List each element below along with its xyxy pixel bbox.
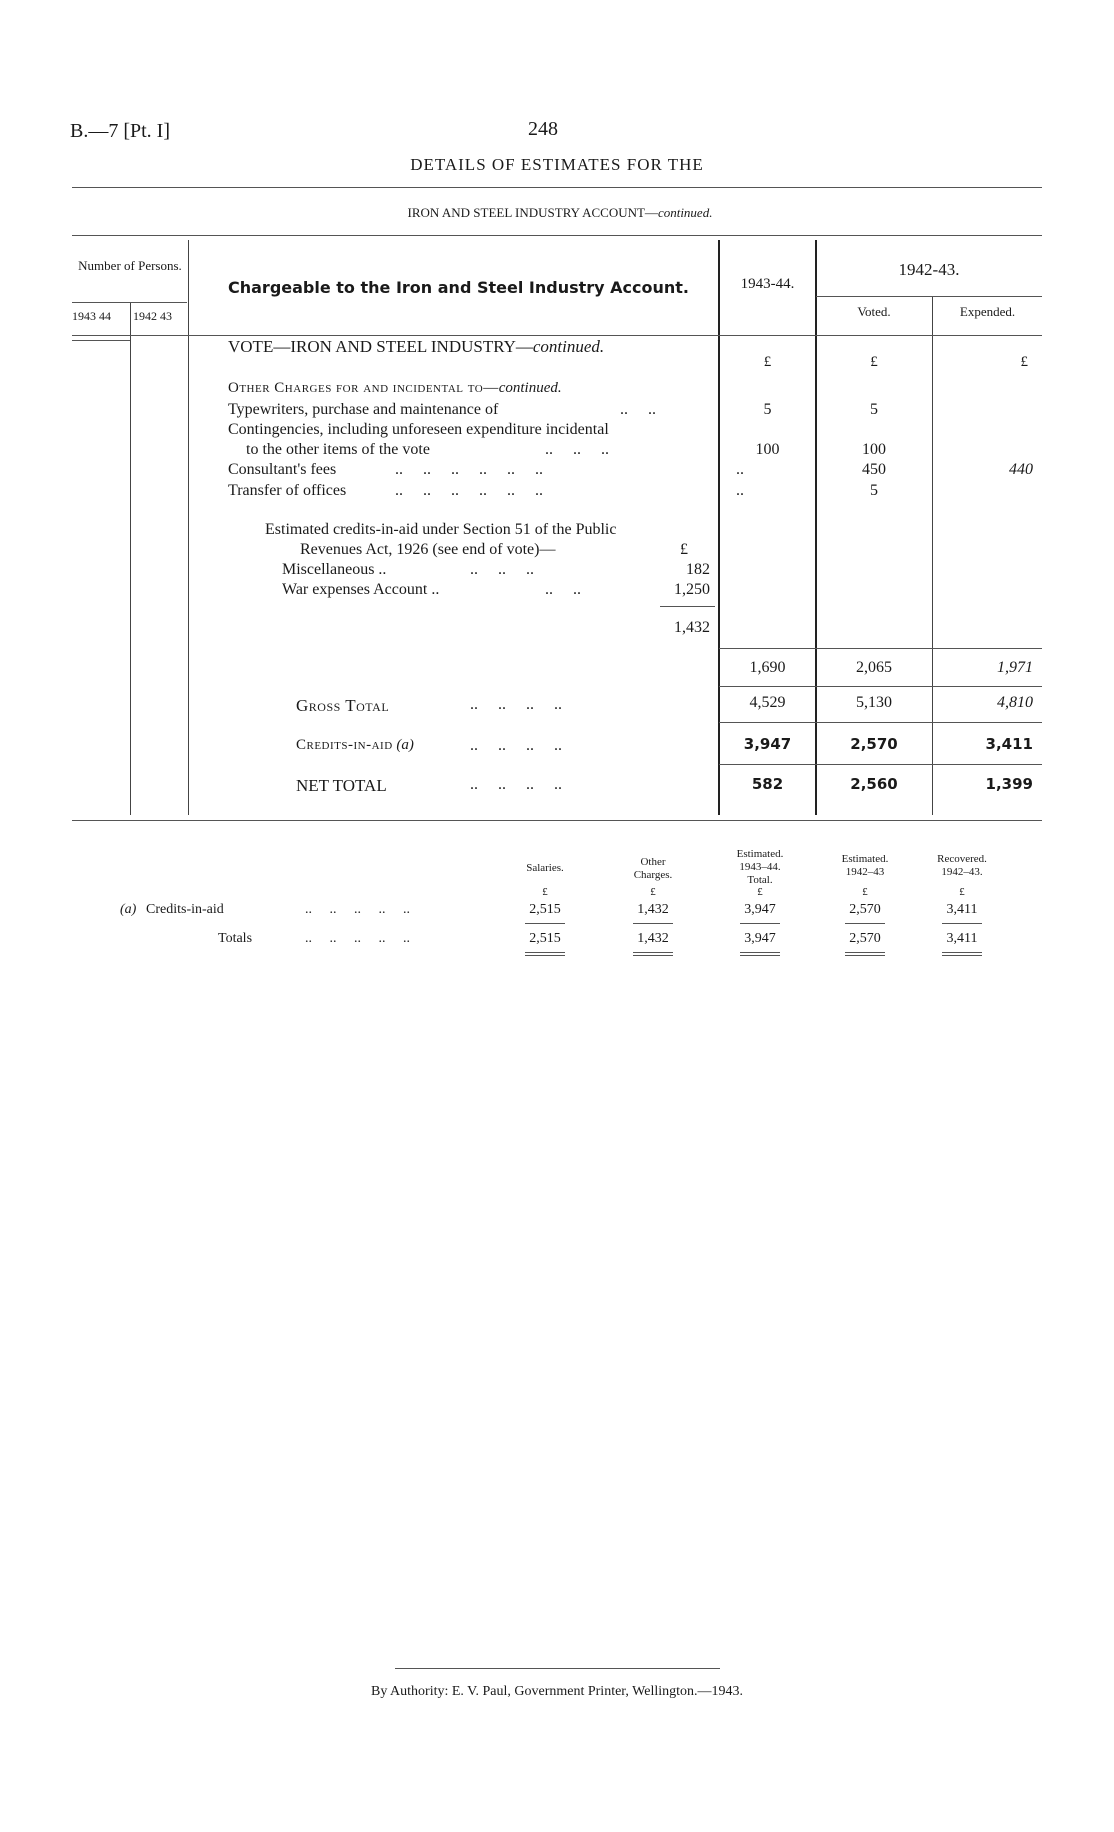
voted-left-border (815, 240, 817, 815)
column-expended-header: Expended. (959, 304, 1016, 319)
footnote-row-leader: .. .. .. .. .. (305, 902, 410, 917)
footnote-double-rule (845, 952, 885, 953)
net-total-leader: .. .. .. .. (470, 776, 562, 793)
gross-total-voted: 5,130 (856, 694, 892, 711)
gross-total-label: Gross Total (296, 696, 390, 715)
subtotal-voted: 2,065 (856, 659, 892, 676)
item-voted: 5 (870, 401, 878, 418)
currency-expended: £ (1020, 354, 1028, 370)
footnote-totals-recovered: 3,411 (946, 931, 978, 946)
item-voted: 450 (862, 461, 886, 478)
item-leader: .. .. (620, 401, 656, 418)
vote-title-continued: continued. (532, 337, 605, 356)
footnote-double-rule (633, 955, 673, 956)
gross-rule (719, 722, 1042, 723)
number-of-persons-header: Number of Persons. (78, 258, 182, 273)
other-charges-heading-main: Other Charges for and incidental to— (228, 380, 499, 396)
footnote-header-salaries: Salaries. (526, 862, 564, 874)
estimate-left-border (718, 240, 720, 815)
currency-estimate: £ (763, 354, 772, 370)
credits-in-aid-voted: 2,570 (850, 735, 898, 753)
footnote-header-est43-line2: 1942–43 (845, 866, 885, 878)
vote-title-main: VOTE—IRON AND STEEL INDUSTRY— (228, 337, 533, 356)
footnote-currency: £ (959, 886, 965, 898)
footnote-row-recovered: 3,411 (946, 902, 978, 917)
footnote-double-rule (633, 952, 673, 953)
gross-total-estimate: 4,529 (749, 694, 786, 711)
net-total-estimate: 582 (751, 775, 784, 793)
footnote-currency: £ (650, 886, 656, 898)
footnote-header-est44-line1: Estimated. (736, 848, 784, 860)
item-leader: .. .. .. .. .. .. (395, 461, 543, 478)
footnote-sum-rule (942, 923, 982, 924)
footnote-totals-est44: 3,947 (744, 931, 776, 946)
footnote-double-rule (525, 952, 565, 953)
footnote-double-rule (740, 955, 780, 956)
footnote-header-recovered-line1: Recovered. (937, 853, 987, 865)
account-subtitle (260, 205, 860, 221)
account-subtitle-main: IRON AND STEEL INDUSTRY ACCOUNT— (407, 205, 658, 220)
column-voted-header: Voted. (857, 304, 891, 319)
footnote-header-recovered-line2: 1942–43. (941, 866, 983, 878)
item-estimate: 5 (763, 401, 772, 418)
item-label: to the other items of the vote (246, 441, 430, 458)
footnote-totals-leader: .. .. .. .. .. (305, 931, 410, 946)
printer-imprint: By Authority: E. V. Paul, Government Printer, Wellington.—1943. (370, 1684, 744, 1699)
footnote-sum-rule (525, 923, 565, 924)
footnote-sum-rule (845, 923, 885, 924)
persons-divider (130, 302, 131, 815)
gross-total-leader: .. .. .. .. (470, 696, 562, 713)
footnote-double-rule (740, 952, 780, 953)
credits-sum-rule (660, 606, 715, 607)
net-total-expended: 1,399 (985, 775, 1033, 793)
years-subheader-rule (816, 296, 1042, 297)
item-voted: 100 (862, 441, 886, 458)
credits-in-aid-leader: .. .. .. .. (470, 737, 562, 754)
subtotal-rule (719, 648, 1042, 649)
footnote-sum-rule (740, 923, 780, 924)
item-estimate: .. (736, 461, 744, 478)
persons-year-1942-43: 1942 43 (133, 309, 172, 323)
item-label: Consultant's fees (228, 461, 337, 478)
page-reference: B.—7 [Pt. I] (70, 120, 170, 142)
subtotal-bottom-rule (719, 686, 1042, 687)
net-total-label: NET TOTAL (296, 776, 387, 795)
item-leader: .. .. .. (545, 441, 609, 458)
credits-note-currency: £ (680, 541, 688, 558)
footnote-row-est44: 3,947 (744, 902, 776, 917)
other-charges-heading (228, 380, 562, 397)
page-title: DETAILS OF ESTIMATES FOR THE (410, 155, 704, 174)
footnote-row-ref: (a) (120, 902, 137, 917)
vote-title (228, 337, 604, 357)
credits-in-aid-text: Credits-in-aid (296, 737, 393, 753)
item-label: Contingencies, including unforeseen expenditure incidental (228, 421, 609, 438)
footnote-row-other: 1,432 (637, 902, 669, 917)
footnote-header-est43-line1: Estimated. (841, 853, 889, 865)
footnote-header-other-line2: Charges. (633, 869, 673, 881)
item-label: Transfer of offices (228, 482, 347, 499)
subtitle-rule (72, 235, 1042, 236)
other-charges-heading-continued: continued. (498, 380, 562, 396)
credits-war-value: 1,250 (674, 581, 710, 598)
credits-in-aid-estimate: 3,947 (743, 735, 792, 753)
credits-in-aid-ref: (a) (396, 737, 414, 753)
footnote-sum-rule (633, 923, 673, 924)
footnote-row-salaries: 2,515 (529, 902, 561, 917)
currency-voted: £ (870, 354, 878, 370)
footnote-header-est44-line3: Total. (747, 874, 773, 886)
column-1943-44-header: 1943-44. (740, 276, 795, 292)
footnote-double-rule (942, 955, 982, 956)
credits-rule (719, 764, 1042, 765)
credits-total-value: 1,432 (674, 619, 710, 636)
credits-misc-value: 182 (686, 561, 710, 578)
credits-misc-leader: .. .. .. (470, 561, 534, 578)
subtotal-expended: 1,971 (997, 659, 1033, 676)
credits-war-label: War expenses Account .. (282, 581, 440, 598)
footnote-currency: £ (542, 886, 548, 898)
item-label: Typewriters, purchase and maintenance of (228, 401, 499, 418)
subtotal-estimate: 1,690 (749, 659, 786, 676)
table-bottom-rule (72, 820, 1042, 821)
footnote-totals-est43: 2,570 (849, 931, 881, 946)
persons-right-border (188, 240, 189, 815)
footnote-double-rule (525, 955, 565, 956)
footnote-totals-other: 1,432 (637, 931, 669, 946)
item-expended: 440 (1009, 461, 1033, 478)
title-rule (72, 187, 1042, 188)
item-leader: .. .. .. .. .. .. (395, 482, 543, 499)
credits-note-line2: Revenues Act, 1926 (see end of vote)— (300, 541, 556, 558)
account-subtitle-continued: continued. (657, 205, 713, 220)
footer-rule (395, 1668, 720, 1669)
footnote-currency: £ (757, 886, 763, 898)
credits-war-leader: .. .. (545, 581, 581, 598)
credits-in-aid-expended: 3,411 (985, 735, 1033, 753)
net-total-voted: 2,560 (850, 775, 898, 793)
footnote-double-rule (942, 952, 982, 953)
footnote-row-est43: 2,570 (849, 902, 881, 917)
footnote-totals-salaries: 2,515 (529, 931, 561, 946)
credits-note-line1: Estimated credits-in-aid under Section 51 of the Public (265, 521, 617, 538)
page-number: 248 (528, 118, 558, 140)
footnote-header-est44-line2: 1943–44. (739, 861, 781, 873)
item-estimate: .. (736, 482, 744, 499)
credits-misc-label: Miscellaneous .. (282, 561, 387, 578)
persons-header-rule (72, 302, 187, 303)
footnote-header-other-line1: Other (640, 856, 666, 868)
persons-bottom-rule (72, 340, 130, 341)
column-1942-43-header: 1942-43. (898, 260, 960, 279)
footnote-totals-label: Totals (218, 931, 253, 946)
gross-total-expended: 4,810 (997, 694, 1033, 711)
footnote-row-label: Credits-in-aid (146, 902, 224, 917)
item-voted: 5 (870, 482, 878, 499)
persons-year-1943-44: 1943 44 (72, 309, 111, 323)
footnote-currency: £ (862, 886, 868, 898)
credits-in-aid-label (296, 737, 414, 754)
chargeable-heading: Chargeable to the Iron and Steel Industry Account. (228, 278, 689, 297)
footnote-double-rule (845, 955, 885, 956)
item-estimate: 100 (755, 441, 780, 458)
header-bottom-rule (72, 335, 1042, 336)
